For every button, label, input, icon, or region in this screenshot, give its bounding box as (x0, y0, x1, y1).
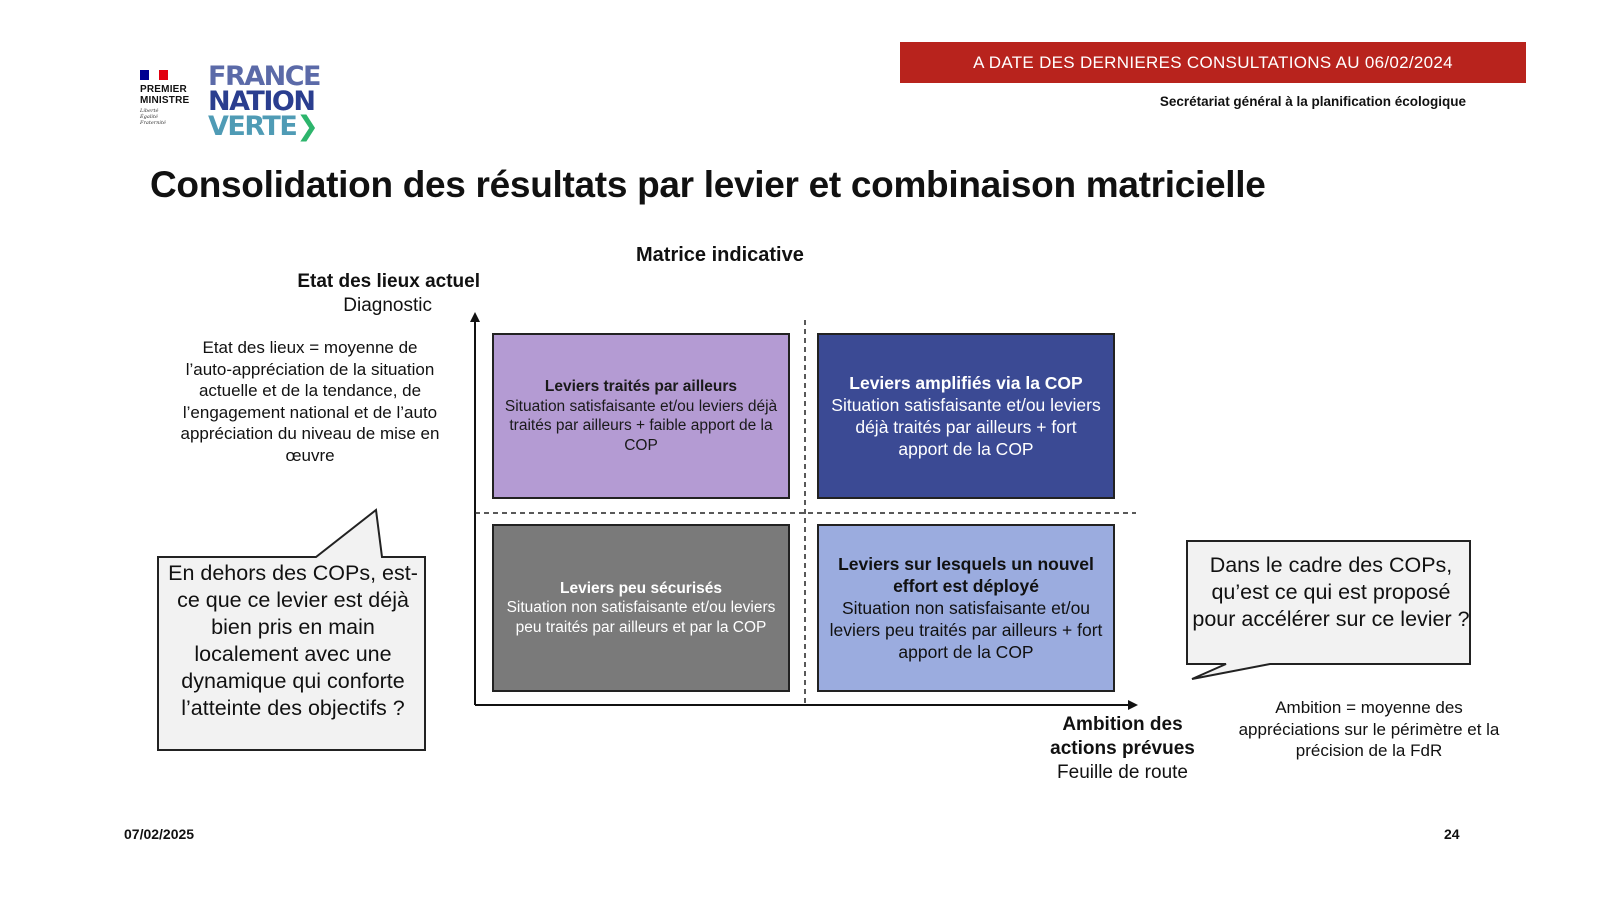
left-callout-text: En dehors des COPs, est-ce que ce levier est déjà bien pris en main localement avec une dynamique qui conforte l’atteinte des objectifs ? (168, 561, 418, 720)
footer-date: 07/02/2025 (124, 826, 195, 842)
y-axis-subtitle: Diagnostic (343, 295, 432, 316)
flag-red-stripe (159, 70, 168, 80)
quadrant-title: Leviers amplifiés via la COP (849, 373, 1083, 393)
flag-blue-stripe (140, 70, 149, 80)
quadrant-top-left (492, 333, 790, 499)
x-axis-title-line1: Ambition des (1062, 714, 1183, 735)
y-axis-header (260, 270, 480, 318)
logo-premier: PREMIER (140, 84, 187, 95)
y-axis-title: Etat des lieux actuel (297, 271, 480, 292)
flag-white-stripe (149, 70, 158, 80)
quadrant-body: Situation satisfaisante et/ou leviers déjà traités par ailleurs + fort apport de la COP (831, 395, 1101, 459)
logo-fnv-verte: VERTE (208, 111, 297, 142)
y-axis-description: Etat des lieux = moyenne de l’auto-appréciation de la situation actuelle et de la tendance, de l’engagement national et de l’auto appréciation du niveau de mise en œuvre (180, 338, 440, 465)
quadrant-bottom-right (817, 524, 1115, 692)
x-axis-subtitle: Feuille de route (1057, 762, 1188, 783)
x-axis-arrow-icon (1128, 700, 1138, 710)
matrix-title: Matrice indicative (636, 244, 804, 266)
quadrant-title: Leviers peu sécurisés (560, 579, 722, 597)
page-number: 24 (1444, 826, 1460, 842)
y-axis-arrow-icon (470, 312, 480, 322)
chevron-right-icon: ❯ (296, 111, 318, 142)
logo-fnv-nation: NATION (208, 86, 315, 117)
header-subtitle: Secrétariat général à la planification écologique (1159, 94, 1466, 109)
premier-ministre-logo (140, 70, 200, 134)
x-axis-title-line2: actions prévues (1050, 738, 1195, 759)
quadrant-top-right (817, 333, 1115, 499)
quadrant-title: Leviers traités par ailleurs (544, 378, 738, 395)
logo-fnv-france: FRANCE (208, 61, 320, 92)
quadrant-body: Situation non satisfaisante et/ou leviers peu traités par ailleurs + fort apport de la COP (829, 598, 1103, 662)
logo-ministre: MINISTRE (140, 95, 190, 106)
consultation-date-banner: A DATE DES DERNIERES CONSULTATIONS AU 06/02/2024 (900, 42, 1526, 83)
logo-fnv-verte-row (208, 111, 338, 142)
quadrant-bottom-left (492, 524, 790, 692)
x-axis-description: Ambition = moyenne des appréciations sur le périmètre et la précision de la FdR (1238, 698, 1500, 760)
page-title: Consolidation des résultats par levier et combinaison matricielle (150, 164, 1266, 205)
quadrant-title: Leviers sur lesquels un nouvel effort est déployé (838, 554, 1094, 596)
quadrant-body: Situation satisfaisante et/ou leviers déjà traités par ailleurs + faible apport de la COP (504, 397, 778, 454)
right-callout-text: Dans le cadre des COPs, qu’est ce qui est proposé pour accélérer sur ce levier ? (1192, 553, 1470, 631)
french-flag-icon (140, 70, 168, 80)
x-axis-header (1030, 713, 1215, 785)
logo-motto: Liberté Égalité Fraternité (140, 108, 166, 126)
quadrant-body: Situation non satisfaisante et/ou leviers peu traités par ailleurs et par la COP (506, 599, 776, 636)
france-nation-verte-logo (208, 61, 338, 142)
